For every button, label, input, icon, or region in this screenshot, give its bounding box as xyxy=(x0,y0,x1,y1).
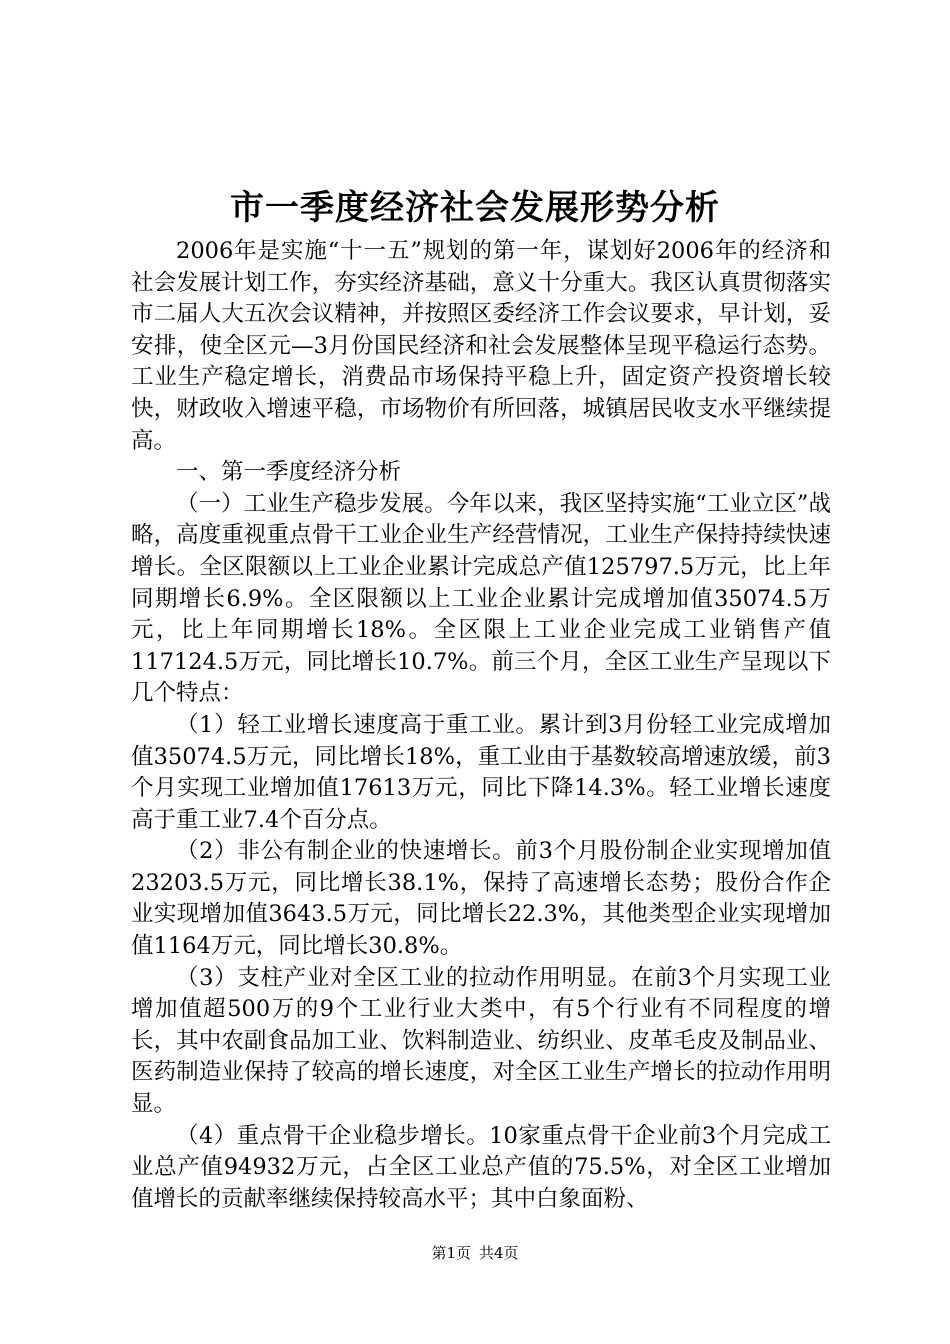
body-paragraph: （3）支柱产业对全区工业的拉动作用明显。在前3个月实现工业增加值超500万的9个工业行业大类中，有5个行业有不同程度的增长，其中农副食品加工业、饮料制造业、纺织业、皮革毛皮及制品业、医药制造业保持了较高的增长速度，对全区工业生产增长的拉动作用明显。 xyxy=(131,964,831,1118)
page-total: 共4页 xyxy=(479,1244,519,1262)
page-number: 第1页 xyxy=(431,1244,471,1262)
body-paragraph: （2）非公有制企业的快速增长。前3个月股份制企业实现增加值23203.5万元，同比增长38.1%，保持了高速增长态势；股份合作企业实现增加值3643.5万元，同比增长22.3%，其他类型企业实现增加值1164万元，同比增长30.8%。 xyxy=(131,838,831,960)
body-paragraph: （一）工业生产稳步发展。今年以来，我区坚持实施“工业立区”战略，高度重视重点骨干工业企业生产经营情况，工业生产保持持续快速增长。全区限额以上工业企业累计完成总产值125797.5万元，比上年同期增长6.9%。全区限额以上工业企业累计完成增加值35074.5万元，比上年同期增长18%。全区限上工业企业完成工业销售产值117124.5万元，同比增长10.7%。前三个月，全区工业生产呈现以下几个特点： xyxy=(131,490,831,707)
intro-paragraph: 2006年是实施“十一五”规划的第一年，谋划好2006年的经济和社会发展计划工作，夯实经济基础，意义十分重大。我区认真贯彻落实市二届人大五次会议精神，并按照区委经济工作会议要求，早计划，妥安排，使全区元—3月份国民经济和社会发展整体呈现平稳运行态势。工业生产稳定增长，消费品市场保持平稳上升，固定资产投资增长较快，财政收入增速平稳，市场物价有所回落，城镇居民收支水平继续提高。 xyxy=(131,238,831,454)
body-paragraph: （1）轻工业增长速度高于重工业。累计到3月份轻工业完成增加值35074.5万元，同比增长18%，重工业由于基数较高增速放缓，前3个月实现工业增加值17613万元，同比下降14.3%。轻工业增长速度高于重工业7.4个百分点。 xyxy=(131,711,831,833)
document-title: 市一季度经济社会发展形势分析 xyxy=(230,188,720,228)
section-heading: 一、第一季度经济分析 xyxy=(176,459,402,486)
document-body xyxy=(131,236,831,1215)
page-footer xyxy=(0,1242,950,1264)
body-paragraph: （4）重点骨干企业稳步增长。10家重点骨干企业前3个月完成工业总产值94932万元，占全区工业总产值的75.5%，对全区工业增加值增长的贡献率继续保持较高水平；其中白象面粉、 xyxy=(131,1122,831,1212)
